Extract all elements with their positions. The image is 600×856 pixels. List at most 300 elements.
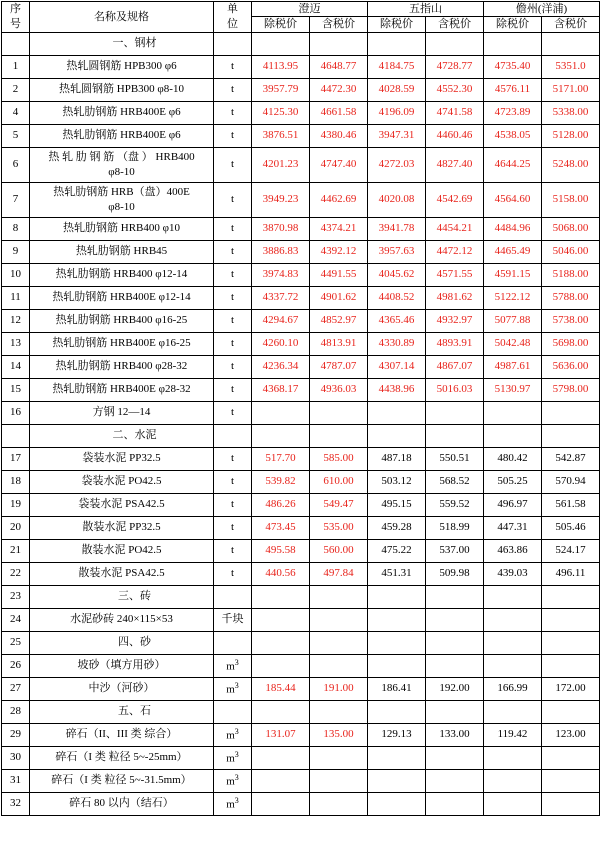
header-sub-1: 含税价 xyxy=(310,17,368,32)
price-cell xyxy=(368,608,426,631)
price-cell xyxy=(368,424,426,447)
price-cell xyxy=(368,654,426,677)
price-cell xyxy=(368,631,426,654)
price-cell: 550.51 xyxy=(426,447,484,470)
header-sub-0: 除税价 xyxy=(252,17,310,32)
price-cell: 4728.77 xyxy=(426,55,484,78)
price-cell: 4576.11 xyxy=(484,78,542,101)
header-cell-unit xyxy=(214,2,252,33)
price-cell xyxy=(252,631,310,654)
price-cell xyxy=(484,424,542,447)
table-row xyxy=(2,424,600,447)
row-number: 5 xyxy=(2,124,30,147)
price-cell: 4936.03 xyxy=(310,378,368,401)
price-cell: 4787.07 xyxy=(310,355,368,378)
price-cell: 4330.89 xyxy=(368,332,426,355)
row-number: 7 xyxy=(2,182,30,217)
table-row xyxy=(2,263,600,286)
price-cell: 4408.52 xyxy=(368,286,426,309)
row-unit: t xyxy=(214,182,252,217)
row-unit: t xyxy=(214,78,252,101)
price-cell: 5122.12 xyxy=(484,286,542,309)
table-row xyxy=(2,78,600,101)
price-cell: 4045.62 xyxy=(368,263,426,286)
price-cell: 4028.59 xyxy=(368,78,426,101)
table-row xyxy=(2,355,600,378)
item-name: 中沙（河砂） xyxy=(30,677,214,700)
price-cell: 440.56 xyxy=(252,562,310,585)
price-cell: 5738.00 xyxy=(542,309,600,332)
header-sub-2: 除税价 xyxy=(368,17,426,32)
table-row xyxy=(2,769,600,792)
row-unit xyxy=(214,585,252,608)
price-cell: 4462.69 xyxy=(310,182,368,217)
table-row xyxy=(2,55,600,78)
price-cell: 497.84 xyxy=(310,562,368,585)
table-row xyxy=(2,792,600,815)
item-name-line2: φ8-10 xyxy=(108,200,135,213)
price-cell: 535.00 xyxy=(310,516,368,539)
row-number: 12 xyxy=(2,309,30,332)
price-cell: 486.26 xyxy=(252,493,310,516)
price-cell xyxy=(310,424,368,447)
price-cell: 166.99 xyxy=(484,677,542,700)
price-cell: 5130.97 xyxy=(484,378,542,401)
row-number: 10 xyxy=(2,263,30,286)
price-cell: 517.70 xyxy=(252,447,310,470)
price-cell: 4374.21 xyxy=(310,217,368,240)
row-number: 16 xyxy=(2,401,30,424)
row-unit xyxy=(214,32,252,55)
price-cell: 5188.00 xyxy=(542,263,600,286)
header-sub-4: 除税价 xyxy=(484,17,542,32)
price-cell xyxy=(426,424,484,447)
price-cell: 5158.00 xyxy=(542,182,600,217)
row-unit: t xyxy=(214,562,252,585)
price-cell: 5128.00 xyxy=(542,124,600,147)
row-number: 29 xyxy=(2,723,30,746)
price-cell: 475.22 xyxy=(368,539,426,562)
price-cell: 5338.00 xyxy=(542,101,600,124)
price-cell xyxy=(310,585,368,608)
row-unit xyxy=(214,631,252,654)
price-cell xyxy=(484,631,542,654)
price-cell xyxy=(542,746,600,769)
price-cell xyxy=(252,424,310,447)
unit-exponent: 3 xyxy=(234,796,239,806)
price-cell: 192.00 xyxy=(426,677,484,700)
price-cell xyxy=(252,769,310,792)
price-cell: 3947.31 xyxy=(368,124,426,147)
price-cell: 4723.89 xyxy=(484,101,542,124)
header-sub-3: 含税价 xyxy=(426,17,484,32)
price-cell: 5068.00 xyxy=(542,217,600,240)
header-unit-line2: 位 xyxy=(227,17,238,30)
price-cell: 439.03 xyxy=(484,562,542,585)
table-row xyxy=(2,286,600,309)
price-cell: 4987.61 xyxy=(484,355,542,378)
section-label: 三、砖 xyxy=(30,585,214,608)
row-number: 23 xyxy=(2,585,30,608)
price-cell xyxy=(368,585,426,608)
price-cell: 131.07 xyxy=(252,723,310,746)
price-cell xyxy=(426,401,484,424)
price-cell xyxy=(484,32,542,55)
price-cell: 5046.00 xyxy=(542,240,600,263)
row-unit xyxy=(214,424,252,447)
row-number: 26 xyxy=(2,654,30,677)
price-cell: 3876.51 xyxy=(252,124,310,147)
price-cell xyxy=(310,792,368,815)
table-row xyxy=(2,585,600,608)
price-cell: 4020.08 xyxy=(368,182,426,217)
section-label: 二、水泥 xyxy=(30,424,214,447)
price-cell: 4564.60 xyxy=(484,182,542,217)
price-cell: 4184.75 xyxy=(368,55,426,78)
price-cell: 4484.96 xyxy=(484,217,542,240)
section-label: 五、石 xyxy=(30,700,214,723)
price-cell xyxy=(252,608,310,631)
price-cell: 3974.83 xyxy=(252,263,310,286)
price-cell: 4893.91 xyxy=(426,332,484,355)
price-cell xyxy=(542,401,600,424)
price-cell: 585.00 xyxy=(310,447,368,470)
header-no-line2: 号 xyxy=(10,17,21,30)
price-cell: 4981.62 xyxy=(426,286,484,309)
row-unit xyxy=(214,746,252,769)
price-cell xyxy=(426,32,484,55)
price-cell xyxy=(484,792,542,815)
price-cell: 3870.98 xyxy=(252,217,310,240)
price-cell: 5636.00 xyxy=(542,355,600,378)
unit-base: m xyxy=(226,752,235,765)
row-number: 32 xyxy=(2,792,30,815)
price-cell: 4867.07 xyxy=(426,355,484,378)
price-cell: 4201.23 xyxy=(252,147,310,182)
header-no-line1: 序 xyxy=(10,3,21,15)
price-cell xyxy=(252,401,310,424)
table-row xyxy=(2,539,600,562)
price-cell: 5798.00 xyxy=(542,378,600,401)
price-cell: 451.31 xyxy=(368,562,426,585)
row-number xyxy=(2,32,30,55)
price-cell xyxy=(252,585,310,608)
price-cell: 4260.10 xyxy=(252,332,310,355)
item-name: 热轧肋钢筋 HRB400E φ16-25 xyxy=(30,332,214,355)
unit-base: m xyxy=(226,775,235,788)
item-name: 热轧肋钢筋 HRB400E φ6 xyxy=(30,124,214,147)
price-cell: 503.12 xyxy=(368,470,426,493)
item-name-line1: 热 轧 肋 钢 筋 （盘 ） HRB400 xyxy=(48,150,195,163)
price-cell xyxy=(426,585,484,608)
price-cell xyxy=(310,746,368,769)
row-number xyxy=(2,424,30,447)
price-cell xyxy=(426,792,484,815)
table-row xyxy=(2,240,600,263)
unit-base: m xyxy=(226,683,235,696)
price-cell: 5788.00 xyxy=(542,286,600,309)
table-row xyxy=(2,401,600,424)
price-cell: 568.52 xyxy=(426,470,484,493)
row-unit: t xyxy=(214,516,252,539)
item-name: 热轧肋钢筋 HRB45 xyxy=(30,240,214,263)
price-cell: 4827.40 xyxy=(426,147,484,182)
price-cell xyxy=(426,631,484,654)
price-cell: 4741.58 xyxy=(426,101,484,124)
price-cell: 495.58 xyxy=(252,539,310,562)
price-cell xyxy=(426,769,484,792)
row-number: 17 xyxy=(2,447,30,470)
price-cell: 495.15 xyxy=(368,493,426,516)
price-cell: 4337.72 xyxy=(252,286,310,309)
row-number: 22 xyxy=(2,562,30,585)
table-row xyxy=(2,147,600,182)
price-cell xyxy=(542,424,600,447)
price-cell: 549.47 xyxy=(310,493,368,516)
item-name: 碎石（I 类 粒径 5~-25mm） xyxy=(30,746,214,769)
price-cell xyxy=(542,608,600,631)
item-name: 方钢 12—14 xyxy=(30,401,214,424)
price-cell xyxy=(426,746,484,769)
row-unit: t xyxy=(214,309,252,332)
price-cell: 4591.15 xyxy=(484,263,542,286)
item-name-line2: φ8-10 xyxy=(108,165,135,178)
price-cell: 4365.46 xyxy=(368,309,426,332)
item-name: 热轧肋钢筋 HRB400 φ16-25 xyxy=(30,309,214,332)
item-name: 散装水泥 PSA42.5 xyxy=(30,562,214,585)
price-cell: 505.46 xyxy=(542,516,600,539)
row-number: 9 xyxy=(2,240,30,263)
price-cell: 537.00 xyxy=(426,539,484,562)
price-cell: 5351.0 xyxy=(542,55,600,78)
row-unit xyxy=(214,677,252,700)
table-row xyxy=(2,746,600,769)
price-cell xyxy=(484,401,542,424)
price-cell xyxy=(368,32,426,55)
price-cell xyxy=(310,608,368,631)
row-unit xyxy=(214,769,252,792)
row-number: 31 xyxy=(2,769,30,792)
header-region-0: 澄迈 xyxy=(252,2,368,17)
price-cell: 4307.14 xyxy=(368,355,426,378)
table-row xyxy=(2,32,600,55)
unit-exponent: 3 xyxy=(234,658,239,668)
price-cell xyxy=(310,32,368,55)
price-cell xyxy=(368,700,426,723)
price-cell: 4236.34 xyxy=(252,355,310,378)
price-cell xyxy=(426,700,484,723)
table-row xyxy=(2,378,600,401)
table-row xyxy=(2,309,600,332)
price-cell: 505.25 xyxy=(484,470,542,493)
item-name: 热轧肋钢筋 HRB400E φ12-14 xyxy=(30,286,214,309)
price-cell: 129.13 xyxy=(368,723,426,746)
price-cell: 496.11 xyxy=(542,562,600,585)
unit-exponent: 3 xyxy=(234,750,239,760)
price-cell: 524.17 xyxy=(542,539,600,562)
price-cell: 4852.97 xyxy=(310,309,368,332)
price-cell: 4932.97 xyxy=(426,309,484,332)
price-cell xyxy=(484,585,542,608)
row-unit: t xyxy=(214,101,252,124)
row-number: 13 xyxy=(2,332,30,355)
price-cell xyxy=(542,792,600,815)
price-cell: 4644.25 xyxy=(484,147,542,182)
price-cell: 480.42 xyxy=(484,447,542,470)
price-cell: 172.00 xyxy=(542,677,600,700)
price-cell: 4196.09 xyxy=(368,101,426,124)
price-cell: 5042.48 xyxy=(484,332,542,355)
row-unit: t xyxy=(214,447,252,470)
price-cell: 487.18 xyxy=(368,447,426,470)
price-cell: 561.58 xyxy=(542,493,600,516)
row-number: 8 xyxy=(2,217,30,240)
item-name: 坡砂（填方用砂） xyxy=(30,654,214,677)
item-name xyxy=(30,182,214,217)
price-cell xyxy=(252,746,310,769)
row-number: 24 xyxy=(2,608,30,631)
price-cell: 4538.05 xyxy=(484,124,542,147)
price-cell xyxy=(252,792,310,815)
item-name: 散装水泥 PO42.5 xyxy=(30,539,214,562)
row-unit: t xyxy=(214,147,252,182)
row-unit: t xyxy=(214,240,252,263)
table-row xyxy=(2,332,600,355)
price-cell: 133.00 xyxy=(426,723,484,746)
table-row xyxy=(2,608,600,631)
price-cell xyxy=(252,700,310,723)
row-number: 11 xyxy=(2,286,30,309)
row-number: 15 xyxy=(2,378,30,401)
item-name: 热轧圆钢筋 HPB300 φ8-10 xyxy=(30,78,214,101)
price-cell: 4648.77 xyxy=(310,55,368,78)
item-name: 碎石（II、III 类 综合） xyxy=(30,723,214,746)
item-name: 热轧肋钢筋 HRB400 φ12-14 xyxy=(30,263,214,286)
price-cell: 123.00 xyxy=(542,723,600,746)
price-cell: 4813.91 xyxy=(310,332,368,355)
price-cell: 4392.12 xyxy=(310,240,368,263)
row-unit: t xyxy=(214,124,252,147)
price-cell xyxy=(542,585,600,608)
price-cell: 5698.00 xyxy=(542,332,600,355)
row-number: 19 xyxy=(2,493,30,516)
price-cell: 559.52 xyxy=(426,493,484,516)
price-cell xyxy=(542,700,600,723)
table-row xyxy=(2,516,600,539)
price-cell xyxy=(484,700,542,723)
price-cell xyxy=(484,746,542,769)
price-cell: 4368.17 xyxy=(252,378,310,401)
price-cell: 3957.63 xyxy=(368,240,426,263)
price-cell: 185.44 xyxy=(252,677,310,700)
price-cell xyxy=(368,746,426,769)
price-cell: 5248.00 xyxy=(542,147,600,182)
item-name: 热轧肋钢筋 HRB400 φ28-32 xyxy=(30,355,214,378)
price-cell: 560.00 xyxy=(310,539,368,562)
unit-exponent: 3 xyxy=(234,727,239,737)
price-cell xyxy=(310,700,368,723)
price-cell: 5077.88 xyxy=(484,309,542,332)
price-cell xyxy=(368,401,426,424)
price-table xyxy=(1,1,600,816)
row-number: 30 xyxy=(2,746,30,769)
price-cell xyxy=(484,608,542,631)
row-number: 21 xyxy=(2,539,30,562)
price-cell: 447.31 xyxy=(484,516,542,539)
price-cell xyxy=(252,32,310,55)
row-number: 27 xyxy=(2,677,30,700)
item-name-line1: 热轧肋钢筋 HRB（盘）400E xyxy=(53,185,190,198)
row-unit: t xyxy=(214,355,252,378)
table-row xyxy=(2,700,600,723)
header-region-2: 儋州(洋浦) xyxy=(484,2,600,17)
unit-base: m xyxy=(226,729,235,742)
price-cell: 4735.40 xyxy=(484,55,542,78)
price-cell: 3886.83 xyxy=(252,240,310,263)
row-unit: t xyxy=(214,263,252,286)
item-name: 袋装水泥 PO42.5 xyxy=(30,470,214,493)
price-cell: 3949.23 xyxy=(252,182,310,217)
price-cell: 4552.30 xyxy=(426,78,484,101)
price-cell: 5016.03 xyxy=(426,378,484,401)
price-cell xyxy=(484,654,542,677)
row-unit: t xyxy=(214,286,252,309)
table-row xyxy=(2,470,600,493)
unit-exponent: 3 xyxy=(234,681,239,691)
row-number: 2 xyxy=(2,78,30,101)
price-cell: 4747.40 xyxy=(310,147,368,182)
table-row xyxy=(2,124,600,147)
row-unit: t xyxy=(214,401,252,424)
table-row xyxy=(2,493,600,516)
header-cell-name: 名称及规格 xyxy=(30,2,214,33)
section-label: 四、砂 xyxy=(30,631,214,654)
price-cell: 5171.00 xyxy=(542,78,600,101)
price-cell xyxy=(310,654,368,677)
price-cell: 4472.30 xyxy=(310,78,368,101)
price-cell: 3941.78 xyxy=(368,217,426,240)
price-cell: 4542.69 xyxy=(426,182,484,217)
row-unit xyxy=(214,723,252,746)
price-cell xyxy=(368,769,426,792)
price-cell: 4272.03 xyxy=(368,147,426,182)
price-cell: 4571.55 xyxy=(426,263,484,286)
price-cell xyxy=(252,654,310,677)
price-cell: 4125.30 xyxy=(252,101,310,124)
price-cell xyxy=(310,631,368,654)
price-cell: 4901.62 xyxy=(310,286,368,309)
row-number: 18 xyxy=(2,470,30,493)
table-row xyxy=(2,447,600,470)
item-name: 碎石（I 类 粒径 5~-31.5mm） xyxy=(30,769,214,792)
header-sub-5: 含税价 xyxy=(542,17,600,32)
row-unit: t xyxy=(214,55,252,78)
price-cell: 4491.55 xyxy=(310,263,368,286)
table-row xyxy=(2,101,600,124)
price-cell: 191.00 xyxy=(310,677,368,700)
item-name: 水泥砂砖 240×115×53 xyxy=(30,608,214,631)
item-name: 散装水泥 PP32.5 xyxy=(30,516,214,539)
price-cell: 518.99 xyxy=(426,516,484,539)
row-number: 6 xyxy=(2,147,30,182)
item-name: 袋装水泥 PSA42.5 xyxy=(30,493,214,516)
row-unit xyxy=(214,792,252,815)
table-row xyxy=(2,562,600,585)
price-cell: 509.98 xyxy=(426,562,484,585)
price-cell: 539.82 xyxy=(252,470,310,493)
row-unit: t xyxy=(214,470,252,493)
price-cell: 119.42 xyxy=(484,723,542,746)
